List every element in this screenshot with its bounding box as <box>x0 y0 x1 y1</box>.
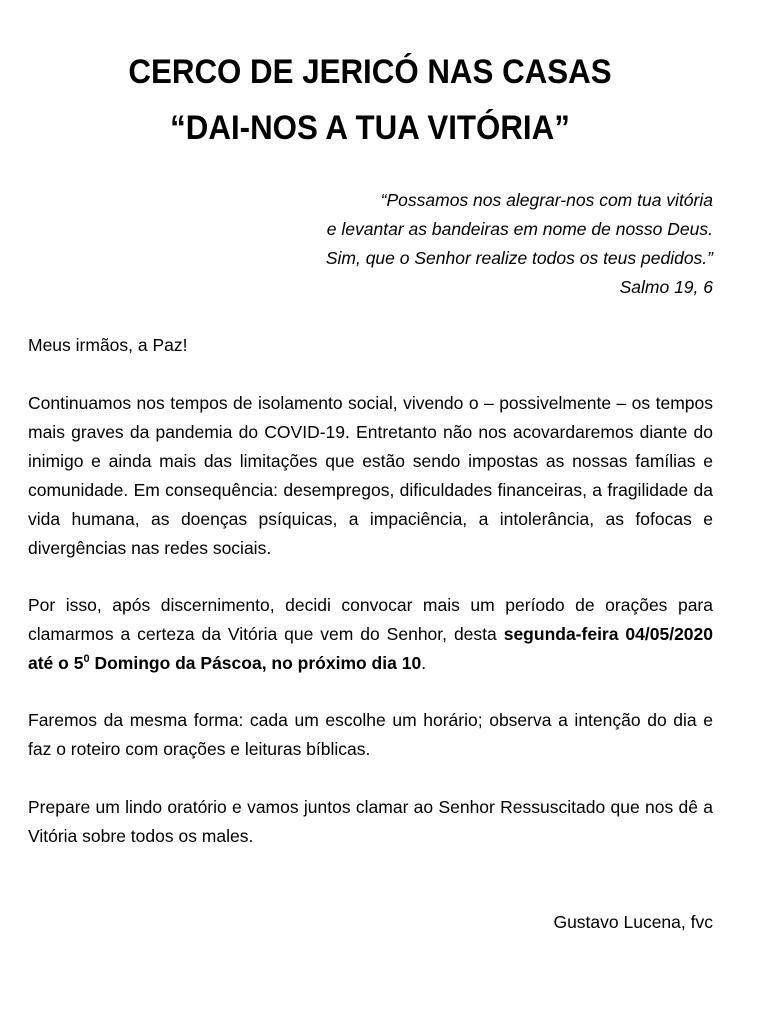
paragraph-2 <box>28 591 713 678</box>
ordinal-superscript: 0 <box>83 653 90 665</box>
paragraph-3: Faremos da mesma forma: cada um escolhe um horário; observa a intenção do dia e faz o roteiro com orações e leituras bíblicas. <box>28 710 713 759</box>
paragraph-4: Prepare um lindo oratório e vamos juntos clamar ao Senhor Ressuscitado que nos dê a Vitória sobre todos os males. <box>28 797 713 846</box>
epigraph-line: “Possamos nos alegrar-nos com tua vitória <box>380 190 713 210</box>
signature: Gustavo Lucena, fvc <box>553 912 713 932</box>
paragraph-2-end: . <box>421 653 427 673</box>
epigraph-citation: Salmo 19, 6 <box>619 277 713 297</box>
page-title: CERCO DE JERICÓ NAS CASAS <box>128 53 612 91</box>
paragraph-2-intro: Por isso, após discernimento, decidi convocar mais um período de orações para clamarmos a certeza da Vitória que vem do Senhor, desta <box>28 595 713 644</box>
epigraph-line: Sim, que o Senhor realize todos os teus pedidos.” <box>325 248 713 268</box>
page-subtitle: “DAI-NOS A TUA VITÓRIA” <box>170 109 570 147</box>
paragraph-2-bold-a: segunda-feira 04/05/2020 até o 5 <box>28 624 713 673</box>
epigraph-line: e levantar as bandeiras em nome de nosso Deus. <box>326 219 713 239</box>
paragraph-1: Continuamos nos tempos de isolamento social, vivendo o – possivelmente – os tempos mais graves da pandemia do COVID-19. Entretanto não nos acovardaremos diante do inimigo e ainda mais das limitações que estão sendo impostas as nossas famílias e comunidade. Em consequência: desempregos, dificuldades financeiras, a fragilidade da vida humana, as doenças psíquicas, a impaciência, a intolerância, as fofocas e divergências nas redes sociais. <box>28 393 713 558</box>
epigraph-quote <box>153 186 713 302</box>
greeting: Meus irmãos, a Paz! <box>28 335 188 355</box>
paragraph-2-bold-b: Domingo da Páscoa, no próximo dia 10 <box>89 653 422 673</box>
